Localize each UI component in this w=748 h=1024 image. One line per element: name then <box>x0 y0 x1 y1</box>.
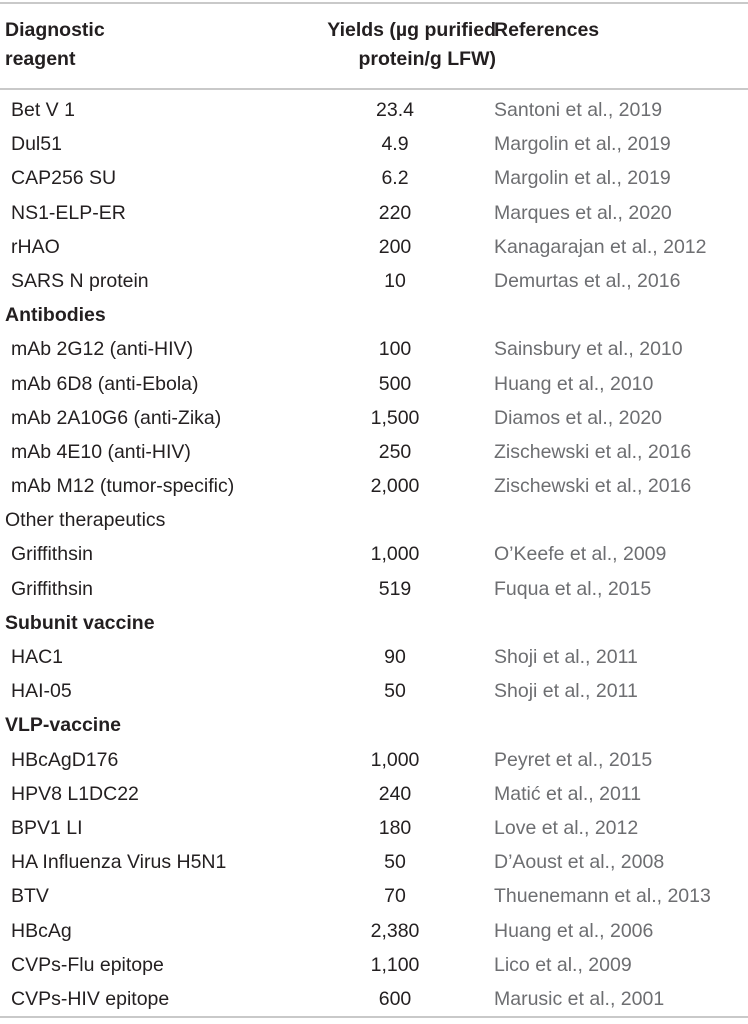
table-row <box>0 982 748 1016</box>
row-reference: Kanagarajan et al., 2012 <box>494 235 707 258</box>
table-row <box>0 161 748 195</box>
row-reference: Huang et al., 2006 <box>494 919 654 942</box>
table-row <box>0 674 748 708</box>
header-col2-line1: Yields (µg purified <box>327 19 496 41</box>
row-yield: 519 <box>378 577 412 600</box>
row-reference: Matić et al., 2011 <box>494 782 642 805</box>
table-row <box>0 743 748 777</box>
header-references <box>494 16 599 45</box>
row-yield: 100 <box>378 338 412 361</box>
section-heading: Antibodies <box>5 304 106 327</box>
header-diagnostic-reagent <box>5 16 105 74</box>
row-name: CVPs-Flu epitope <box>11 953 164 976</box>
row-reference: Marques et al., 2020 <box>494 201 672 224</box>
section-heading-row <box>0 503 748 537</box>
header-rule <box>0 88 748 90</box>
header-col3: References <box>494 19 600 41</box>
row-reference: Diamos et al., 2020 <box>494 406 663 429</box>
row-name: CAP256 SU <box>11 167 117 190</box>
row-yield: 220 <box>378 201 412 224</box>
section-heading: VLP-vaccine <box>5 714 121 737</box>
row-name: BPV1 LI <box>11 816 83 839</box>
row-yield: 180 <box>378 816 412 839</box>
row-name: HAI-05 <box>11 680 72 703</box>
row-reference: Peyret et al., 2015 <box>494 748 653 771</box>
table-row <box>0 127 748 161</box>
row-reference: D’Aoust et al., 2008 <box>494 851 665 874</box>
row-reference: Shoji et al., 2011 <box>494 646 638 668</box>
table-row <box>0 948 748 982</box>
row-reference: Marusic et al., 2001 <box>494 987 665 1010</box>
table-row <box>0 196 748 230</box>
row-reference: Margolin et al., 2019 <box>494 167 671 190</box>
row-yield: 240 <box>378 782 412 805</box>
section-heading-row <box>0 606 748 640</box>
row-name: BTV <box>11 885 49 908</box>
row-reference: O’Keefe et al., 2009 <box>494 543 667 566</box>
table-row <box>0 879 748 913</box>
row-reference: Love et al., 2012 <box>494 816 639 839</box>
row-reference: Demurtas et al., 2016 <box>494 269 681 292</box>
row-name: mAb 2A10G6 (anti-Zika) <box>11 406 222 429</box>
table-row <box>0 640 748 674</box>
row-reference: Margolin et al., 2019 <box>494 133 671 156</box>
table-row <box>0 914 748 948</box>
row-yield: 1,100 <box>370 953 420 976</box>
section-heading-row <box>0 708 748 742</box>
header-col2-line2: protein/g LFW) <box>358 48 496 70</box>
table-top-rule <box>0 2 748 4</box>
table-row <box>0 401 748 435</box>
row-yield: 2,380 <box>370 919 420 942</box>
row-yield: 50 <box>384 851 406 874</box>
section-heading-row <box>0 298 748 332</box>
row-name: Griffithsin <box>11 543 93 566</box>
row-reference: Zischewski et al., 2016 <box>494 440 692 463</box>
row-yield: 10 <box>384 269 406 292</box>
header-yields <box>296 16 496 74</box>
row-yield: 250 <box>378 440 412 463</box>
table-bottom-rule <box>0 1016 748 1018</box>
table-row <box>0 469 748 503</box>
row-yield: 600 <box>378 987 412 1010</box>
row-name: SARS N protein <box>11 269 149 292</box>
row-yield: 2,000 <box>370 475 420 498</box>
table-row <box>0 572 748 606</box>
row-yield: 1,500 <box>370 406 420 429</box>
row-reference: Zischewski et al., 2016 <box>494 475 692 498</box>
row-yield: 1,000 <box>370 543 420 566</box>
row-yield: 50 <box>384 680 406 703</box>
row-yield: 4.9 <box>381 133 409 156</box>
row-reference: Shoji et al., 2011 <box>494 680 638 703</box>
table-row <box>0 811 748 845</box>
row-name: Dul51 <box>11 133 62 156</box>
row-yield: 200 <box>378 235 412 258</box>
row-yield: 1,000 <box>370 748 420 771</box>
table-row <box>0 845 748 879</box>
row-name: mAb 6D8 (anti-Ebola) <box>11 372 199 395</box>
table-body <box>0 93 748 1016</box>
row-name: CVPs-HIV epitope <box>11 987 170 1010</box>
row-name: HA Influenza Virus H5N1 <box>11 851 227 874</box>
row-reference: Santoni et al., 2019 <box>494 99 663 121</box>
row-reference: Sainsbury et al., 2010 <box>494 338 683 361</box>
header-col1-line2: reagent <box>5 48 76 70</box>
row-name: mAb M12 (tumor-specific) <box>11 475 235 498</box>
row-name: Griffithsin <box>11 577 93 600</box>
section-heading: Subunit vaccine <box>5 611 155 634</box>
table-row <box>0 230 748 264</box>
row-yield: 90 <box>384 646 406 668</box>
table-row <box>0 367 748 401</box>
section-heading: Other therapeutics <box>5 509 166 532</box>
table-row <box>0 435 748 469</box>
table-row <box>0 264 748 298</box>
table-row <box>0 93 748 127</box>
row-yield: 6.2 <box>381 167 409 190</box>
row-yield: 23.4 <box>376 99 414 121</box>
table-row <box>0 777 748 811</box>
table-row <box>0 537 748 571</box>
row-reference: Lico et al., 2009 <box>494 953 632 976</box>
row-name: HBcAgD176 <box>11 748 119 771</box>
row-name: rHAO <box>11 235 60 258</box>
row-name: HBcAg <box>11 919 72 942</box>
row-name: HPV8 L1DC22 <box>11 782 139 805</box>
row-name: mAb 2G12 (anti-HIV) <box>11 338 194 361</box>
row-yield: 70 <box>384 885 406 908</box>
header-col1-line1: Diagnostic <box>5 19 105 41</box>
table-row <box>0 332 748 366</box>
row-reference: Fuqua et al., 2015 <box>494 577 652 600</box>
row-name: mAb 4E10 (anti-HIV) <box>11 440 191 463</box>
row-reference: Thuenemann et al., 2013 <box>494 885 711 908</box>
row-name: Bet V 1 <box>11 99 75 121</box>
row-yield: 500 <box>378 372 412 395</box>
row-reference: Huang et al., 2010 <box>494 372 654 395</box>
row-name: HAC1 <box>11 646 64 668</box>
row-name: NS1-ELP-ER <box>11 201 126 224</box>
